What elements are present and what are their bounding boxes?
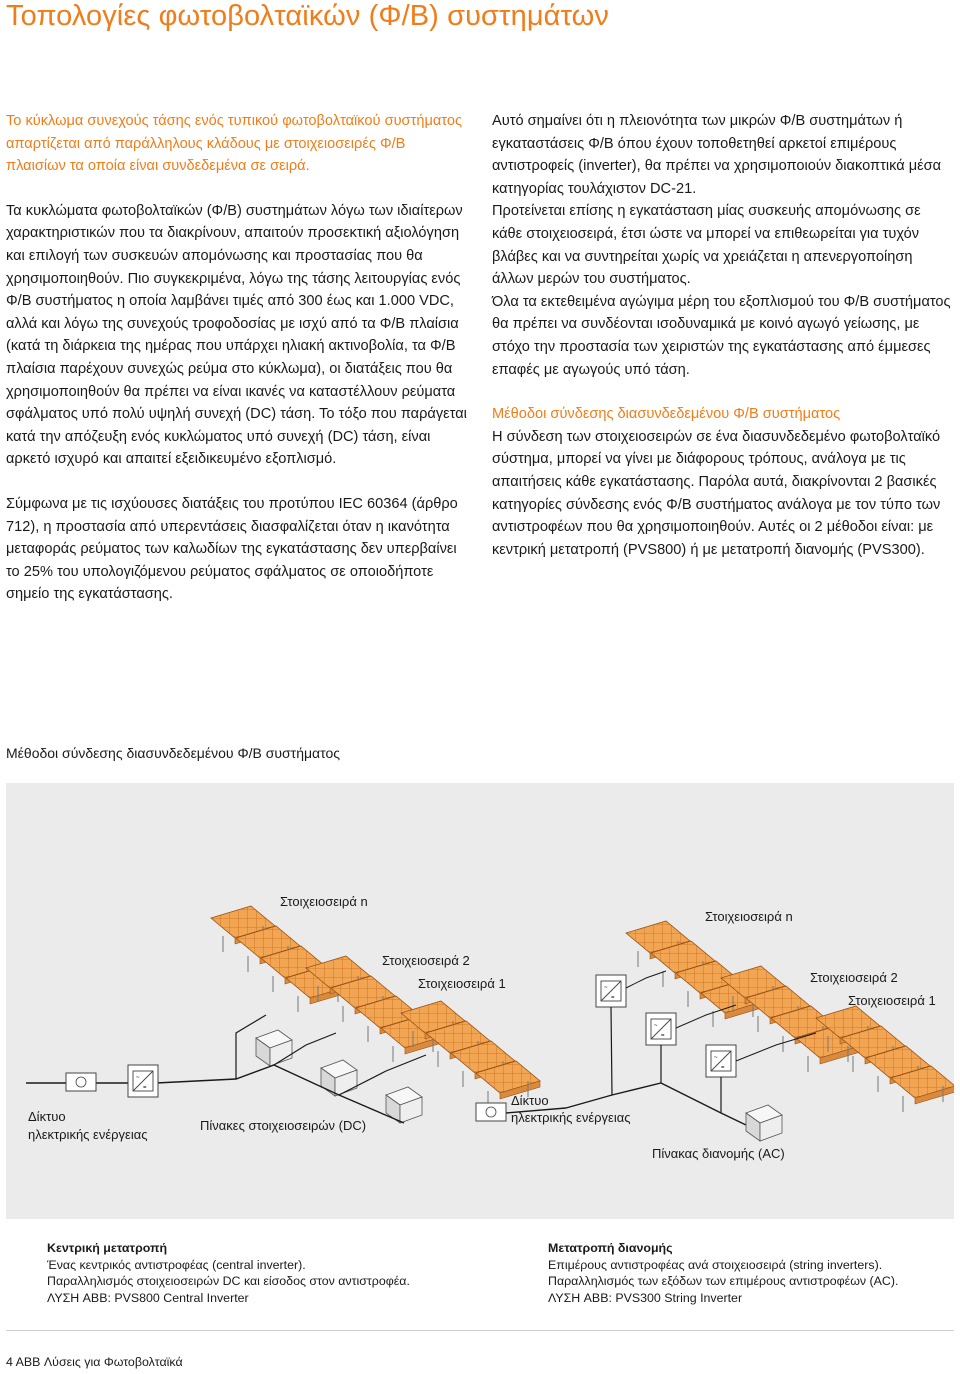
left-column	[6, 110, 468, 606]
label-right-panel: Πίνακας διανομής (AC)	[652, 1146, 785, 1161]
legend-string-heading: Μετατροπή διανομής	[548, 1241, 673, 1255]
grid-meter-right	[476, 1103, 506, 1121]
legend-central-line-2: Παραλληλισμός στοιχειοσειρών DC και είσοδος στον αντιστροφέα.	[47, 1274, 410, 1289]
topology-diagram	[6, 783, 954, 1219]
legend-string-line-2: Παραλληλισμός των εξόδων των επιμέρους αντιστροφέων (AC).	[548, 1274, 899, 1289]
page-footer: 4 ABB Λύσεις για Φωτοβολταϊκά	[6, 1355, 183, 1369]
label-left-string-2: Στοιχειοσειρά 2	[382, 953, 470, 968]
label-left-string-1: Στοιχειοσειρά 1	[418, 976, 506, 991]
central-inverter-layout	[26, 906, 540, 1123]
label-right-string-2: Στοιχειοσειρά 2	[810, 970, 898, 985]
body-paragraph-1: Τα κυκλώματα φωτοβολταϊκών (Φ/Β) συστημάτων λόγω των ιδιαίτερων χαρακτηριστικών που τα διακρίνουν, απαιτούν προσεκτική αξιολόγηση και επιλογή των συσκευών απομόνωσης και προστασίας που θα χρησιμοποιηθούν. Πιο συγκεκριμένα, λόγω της τάσης λειτουργίας ενός Φ/Β συστήματος η οποία λαμβάνει τιμές από 300 έως και 1.000 VDC, αλλά και λόγω της συνεχούς τροφοδοσίας με ισχύ από τα Φ/Β πλαίσια (κατά τη διάρκεια της ημέρας που υπάρχει ηλιακή ακτινοβολία, τα Φ/Β πλαίσια παρέχουν συνεχώς ρεύμα στο κύκλωμα), οι διατάξεις που θα χρησιμοποιηθούν θα πρέπει να είναι ικανές να καταστέλλουν ρεύματα σφάλματος υπό πολύ υψηλή συνεχή (DC) τάση. Το τόξο που παράγεται κατά την απόζευξη ενός κυκλώματος υπό συνεχή (DC) τάση, είναι αρκετό ισχυρό και απαιτεί εξειδικευμένο εξοπλισμό.	[6, 202, 467, 468]
right-column	[492, 110, 954, 561]
dc-string-boxes	[256, 1030, 422, 1123]
topology-diagram-svg: ~ = Στοιχειοσειρά n Στοιχειοσειρά 2 Στοιχειοσειρά 1 Δίκτυο ηλεκτρικής ενέργειας Πίνακες στοιχειοσειρών (DC) Στοιχειοσειρά n Στοιχειοσειρά 2 Στοιχειοσειρά 1 Δίκτυο ηλεκτρικής ενέργειας Πίνακας διανομής (AC)	[6, 783, 954, 1219]
label-right-string-1: Στοιχειοσειρά 1	[848, 993, 936, 1008]
label-right-grid-2: ηλεκτρικής ενέργειας	[511, 1110, 631, 1125]
legend-string-line-3: ΛΥΣΗ ABB: PVS300 String Inverter	[548, 1290, 743, 1305]
string-inverter-layout	[476, 921, 954, 1141]
label-right-grid-1: Δίκτυο	[511, 1093, 549, 1108]
label-right-string-n: Στοιχειοσειρά n	[705, 909, 793, 924]
footer-rule	[6, 1330, 954, 1331]
legend-string-line-1: Επιμέρους αντιστροφέας ανά στοιχειοσειρά (string inverters).	[548, 1257, 883, 1272]
label-left-grid-1: Δίκτυο	[28, 1109, 66, 1124]
right-paragraph-2: Προτείνεται επίσης η εγκατάσταση μίας συσκευής απομόνωσης σε κάθε στοιχειοσειρά, έτσι ώστε να μπορεί να επιθεωρείται για τυχόν βλάβες και να συντηρείται χωρίς να χρειάζεται η απενεργοποίηση άλλων μερών του συστήματος.	[492, 203, 921, 288]
central-inverter	[128, 1065, 158, 1097]
legend-central-line-1: Ένας κεντρικός αντιστροφέας (central inverter).	[47, 1257, 306, 1272]
ac-distribution-board	[746, 1105, 782, 1141]
grid-meter-left	[66, 1073, 96, 1091]
right-paragraph-1: Αυτό σημαίνει ότι η πλειονότητα των μικρών Φ/Β συστημάτων ή εγκαταστάσεις Φ/Β όπου έχουν τοποθετηθεί αρκετοί επιμέρους αντιστροφείς (inverter), θα πρέπει να χρησιμοποιούν διακοπτικά μέσα κατηγορίας τουλάχιστον DC-21.	[492, 113, 942, 197]
legend-string	[548, 1240, 948, 1306]
legend-central	[47, 1240, 487, 1306]
right-paragraph-4: Η σύνδεση των στοιχειοσειρών σε ένα διασυνδεδεμένο φωτοβολταϊκό σύστημα, μπορεί να γίνει με διάφορους τρόπους, ανάλογα με τις απαιτήσεις κάθε εγκατάστασης. Παρόλα αυτά, διακρίνονται 2 βασικές κατηγορίες σύνδεσης ενός Φ/Β συστήματος ανάλογα με τον τύπο των αντιστροφέων που θα χρησιμοποιηθούν. Αυτές οι 2 μέθοδοι είναι: με κεντρική μετατροπή (PVS800) ή με μετατροπή διανομής (PVS300).	[492, 428, 941, 558]
pv-string-1-left	[401, 1001, 540, 1107]
label-left-grid-2: ηλεκτρικής ενέργειας	[28, 1127, 148, 1142]
label-left-panels: Πίνακες στοιχειοσειρών (DC)	[200, 1118, 367, 1133]
body-paragraph-2: Σύμφωνα με τις ισχύουσες διατάξεις του προτύπου IEC 60364 (άρθρο 712), η προστασία από υπερεντάσεις διασφαλίζεται όταν η ικανότητα μεταφοράς ρεύματος των καλωδίων της εγκατάστασης δεν υπερβαίνει το 25% του υπολογιζόμενου ρεύματος σφάλματος σε οποιοδήποτε σημείο της εγκατάστασης.	[6, 495, 458, 603]
pv-string-n-left	[211, 906, 350, 1012]
label-left-string-n: Στοιχειοσειρά n	[280, 894, 368, 909]
page-title: Τοπολογίες φωτοβολταϊκών (Φ/Β) συστημάτων	[6, 0, 609, 32]
diagram-caption: Μέθοδοι σύνδεσης διασυνδεδεμένου Φ/Β συστήματος	[6, 745, 341, 761]
right-paragraph-3: Όλα τα εκτεθειμένα αγώγιμα μέρη του εξοπλισμού του Φ/Β συστήματος θα πρέπει να συνδέονται ισοδυναμικά με κοινό αγωγό γείωσης, με στόχο την προστασία των χειριστών της εγκατάστασης από έμμεσες επαφές με αγωγούς υπό τάση.	[492, 293, 951, 378]
legend-central-line-3: ΛΥΣΗ ABB: PVS800 Central Inverter	[47, 1290, 249, 1305]
section-heading: Μέθοδοι σύνδεσης διασυνδεδεμένου Φ/Β συστήματος	[492, 406, 841, 423]
legend-central-heading: Κεντρική μετατροπή	[47, 1241, 168, 1255]
intro-paragraph: Το κύκλωμα συνεχούς τάσης ενός τυπικού φωτοβολταϊκού συστήματος απαρτίζεται από παράλληλους κλάδους με στοιχειοσειρές Φ/Β πλαισίων τα οποία είναι συνδεδεμένα σε σειρά.	[6, 113, 463, 175]
